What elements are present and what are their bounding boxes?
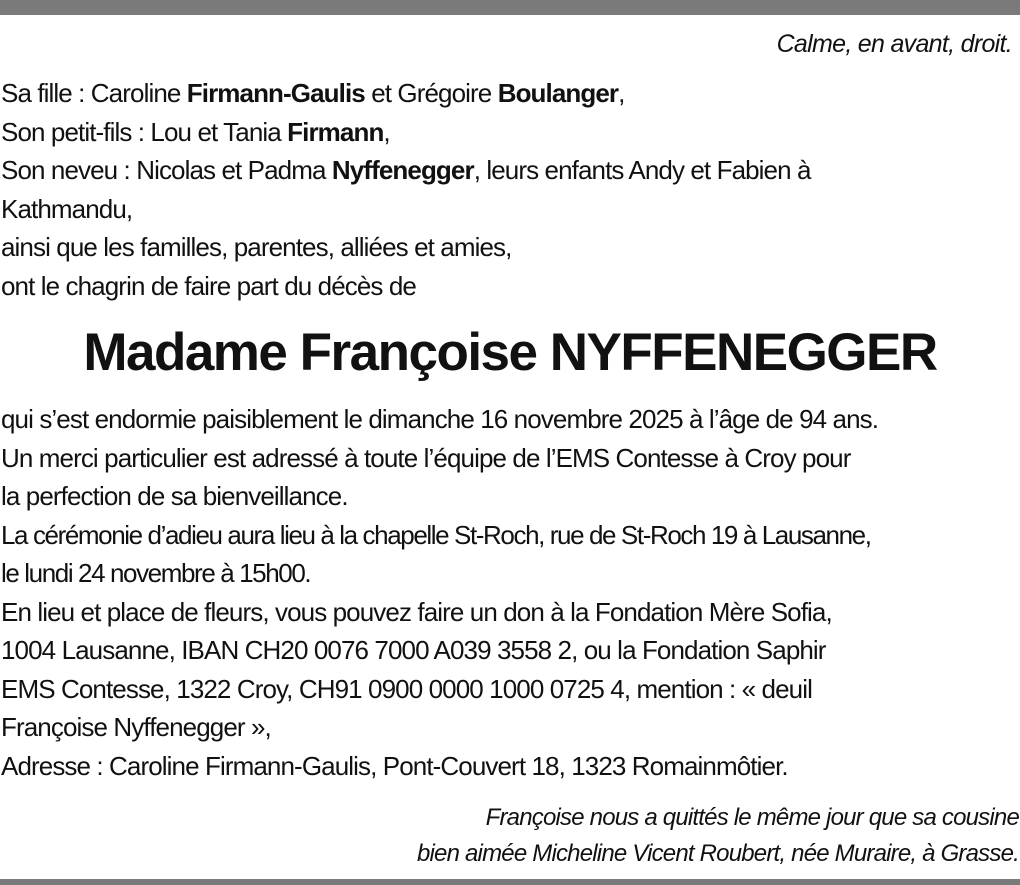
family-line-grandson [1, 113, 1001, 152]
family-surname: Boulanger [497, 78, 619, 108]
family-text: , leurs enfants Andy et Fabien à [473, 155, 811, 185]
closing-line-1: Françoise nous a quittés le même jour que sa cousine [485, 804, 1019, 831]
family-surname: Firmann-Gaulis [186, 78, 365, 108]
body-line-ceremony-date: le lundi 24 novembre à 15h00. [1, 558, 311, 588]
bottom-border-rule [0, 879, 1020, 885]
closing-note [417, 800, 1019, 872]
body-line-ceremony: La cérémonie d’adieu aura lieu à la chapelle St-Roch, rue de St-Roch 19 à Lausanne, [1, 519, 871, 550]
family-surname: Firmann [287, 116, 384, 147]
family-text: Son neveu : Nicolas et Padma [1, 155, 332, 185]
family-line-nephew [1, 151, 1001, 190]
family-line-relatives: ainsi que les familles, parentes, alliées et amies, [1, 232, 512, 262]
family-text: et Grégoire [364, 78, 498, 108]
body-line-passing: qui s’est endormie paisiblement le dimanche 16 novembre 2025 à l’âge de 94 ans. [1, 404, 879, 434]
family-text: , [383, 116, 390, 147]
body-line-donation-iban-2: EMS Contesse, 1322 Croy, CH91 0900 0000 1000 0725 4, mention : « deuil [1, 673, 812, 704]
family-text: , [618, 78, 625, 108]
family-announcement [1, 74, 1001, 305]
family-text: Son petit-fils : Lou et Tania [1, 116, 288, 147]
closing-line-2: bien aimée Micheline Vicent Roubert, née Muraire, à Grasse. [416, 840, 1019, 867]
family-surname: Nyffenegger [331, 155, 474, 185]
deceased-name: Madame Françoise NYFFENEGGER [83, 323, 937, 382]
body-line-thanks-cont: la perfection de sa bienveillance. [1, 481, 348, 511]
obituary-body [1, 400, 1019, 785]
body-line-donation: En lieu et place de fleurs, vous pouvez faire un don à la Fondation Mère Sofia, [1, 596, 832, 627]
body-line-address: Adresse : Caroline Firmann-Gaulis, Pont-Couvert 18, 1323 Romainmôtier. [1, 750, 788, 781]
body-line-donation-iban-1: 1004 Lausanne, IBAN CH20 0076 7000 A039 3558 2, ou la Fondation Saphir [1, 635, 826, 665]
top-border-rule [0, 0, 1020, 15]
family-line-daughter [1, 74, 1001, 113]
motto: Calme, en avant, droit. [776, 30, 1012, 58]
family-line-location: Kathmandu, [1, 193, 133, 224]
body-line-donation-mention: Françoise Nyffenegger », [1, 712, 271, 742]
family-line-announcement: ont le chagrin de faire part du décès de [1, 270, 416, 301]
body-line-thanks: Un merci particulier est adressé à toute l’équipe de l’EMS Contesse à Croy pour [1, 442, 851, 473]
family-text: Sa fille : Caroline [1, 78, 187, 108]
